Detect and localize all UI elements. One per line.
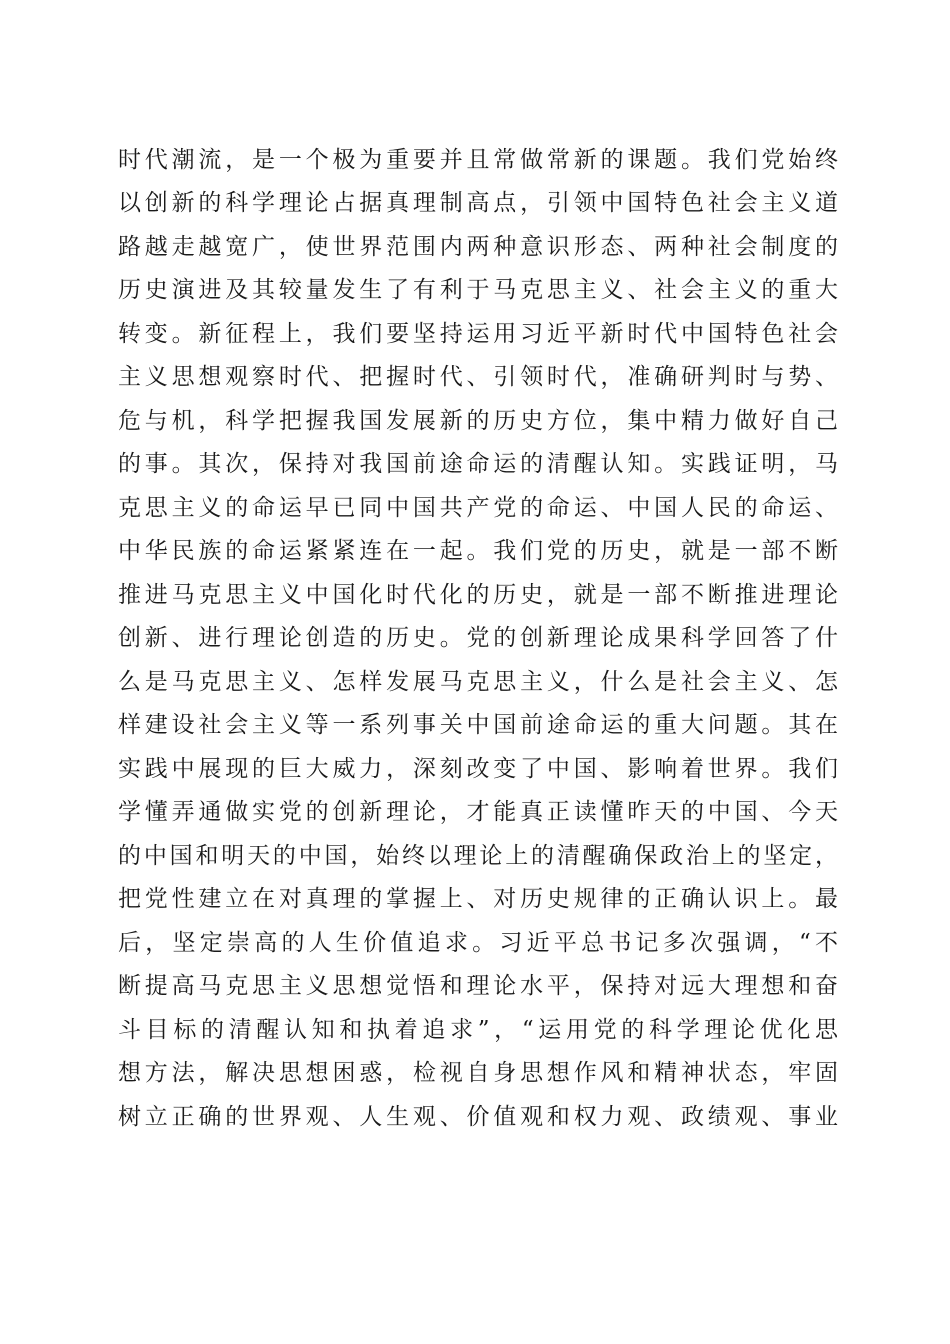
text-line-20: 断提高马克思主义思想觉悟和理论水平，保持对远大理想和奋 [118, 973, 838, 999]
text-line-11: 推进马克思主义中国化时代化的历史，就是一部不断推进理论 [118, 582, 838, 608]
text-line-1: 时代潮流，是一个极为重要并且常做常新的课题。我们党始终 [118, 147, 838, 173]
text-line-7: 危与机，科学把握我国发展新的历史方位，集中精力做好自己 [118, 408, 838, 434]
text-line-6: 主义思想观察时代、把握时代、引领时代，准确研判时与势、 [118, 364, 838, 390]
text-line-5: 转变。新征程上，我们要坚持运用习近平新时代中国特色社会 [118, 321, 838, 347]
text-line-13: 么是马克思主义、怎样发展马克思主义，什么是社会主义、怎 [118, 669, 838, 695]
text-line-8: 的事。其次，保持对我国前途命运的清醒认知。实践证明，马 [118, 451, 838, 477]
text-line-10: 中华民族的命运紧紧连在一起。我们党的历史，就是一部不断 [118, 538, 838, 564]
text-line-9: 克思主义的命运早已同中国共产党的命运、中国人民的命运、 [118, 495, 838, 521]
text-line-16: 学懂弄通做实党的创新理论，才能真正读懂昨天的中国、今天 [118, 799, 838, 825]
text-line-19: 后，坚定崇高的人生价值追求。习近平总书记多次强调，“不 [118, 930, 838, 956]
text-line-4: 历史演进及其较量发生了有利于马克思主义、社会主义的重大 [118, 277, 838, 303]
text-line-14: 样建设社会主义等一系列事关中国前途命运的重大问题。其在 [118, 712, 838, 738]
text-line-12: 创新、进行理论创造的历史。党的创新理论成果科学回答了什 [118, 625, 838, 651]
text-line-21: 斗目标的清醒认知和执着追求”，“运用党的科学理论优化思 [118, 1017, 838, 1043]
text-line-22: 想方法，解决思想困惑，检视自身思想作风和精神状态，牢固 [118, 1060, 838, 1086]
text-line-18: 把党性建立在对真理的掌握上、对历史规律的正确认识上。最 [118, 886, 838, 912]
text-line-2: 以创新的科学理论占据真理制高点，引领中国特色社会主义道 [118, 190, 838, 216]
text-line-17: 的中国和明天的中国，始终以理论上的清醒确保政治上的坚定， [118, 843, 838, 869]
text-line-23: 树立正确的世界观、人生观、价值观和权力观、政绩观、事业 [118, 1104, 838, 1130]
text-line-15: 实践中展现的巨大威力，深刻改变了中国、影响着世界。我们 [118, 756, 838, 782]
text-line-3: 路越走越宽广，使世界范围内两种意识形态、两种社会制度的 [118, 234, 838, 260]
